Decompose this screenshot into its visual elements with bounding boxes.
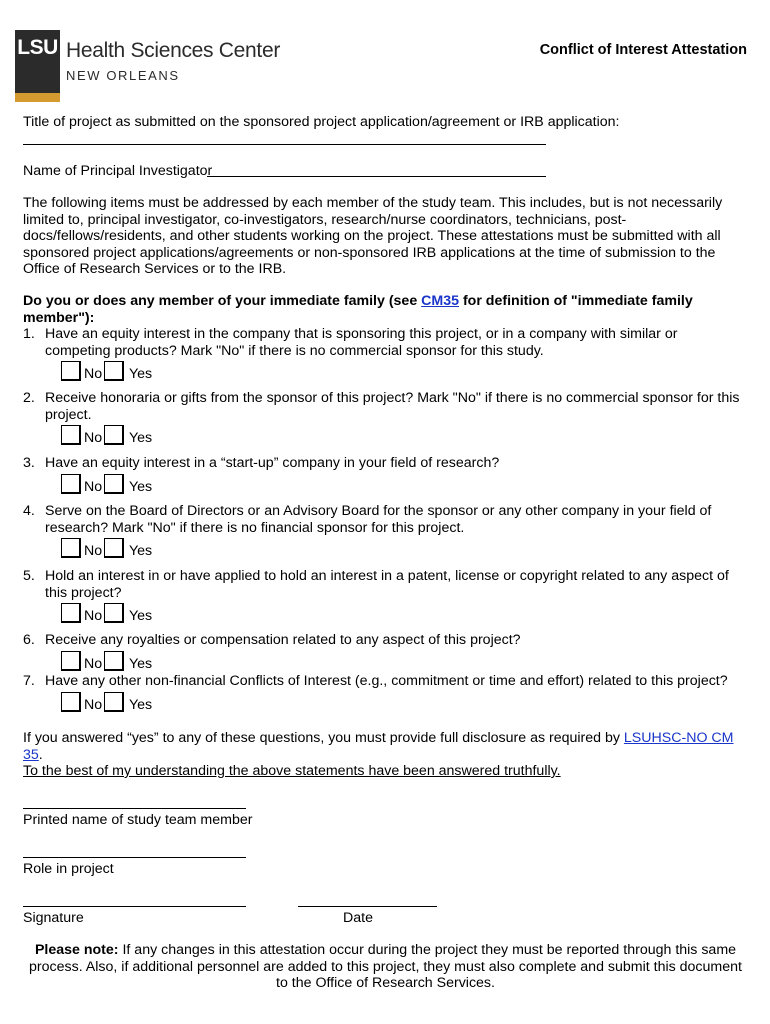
yes-checkbox[interactable] xyxy=(104,474,124,494)
role-field[interactable] xyxy=(23,857,246,858)
date-field[interactable] xyxy=(298,906,437,907)
no-label: No xyxy=(84,430,103,446)
intro-paragraph: The following items must be addressed by each member of the study team. This includes, but is not necessarily limited to, principal investigator, co-investigators, research/nurse coordinators, technicians, post-docs/fellows/residents, and other students working on the project. These attestations must be submitted with all sponsored project applications/agreements or non-sponsored IRB applications at the time of submission to the Office of Research Services or to the IRB. xyxy=(23,195,723,277)
cm35-policy-link[interactable]: LSUHSC-NO CM 35 xyxy=(23,730,734,763)
no-label: No xyxy=(84,543,103,559)
no-checkbox[interactable] xyxy=(61,538,81,558)
question-text: Hold an interest in or have applied to hold an interest in a patent, license or copyright related to any aspect of this project? xyxy=(45,568,729,601)
no-checkbox[interactable] xyxy=(61,474,81,494)
logo-accent-bar xyxy=(15,93,60,102)
disclosure-text xyxy=(23,730,748,763)
question-text: Receive honoraria or gifts from the sponsor of this project? Mark "No" if there is no commercial sponsor for this project. xyxy=(45,390,740,423)
question-header xyxy=(23,293,748,326)
pi-label-row xyxy=(23,163,748,180)
question-number: 3. xyxy=(23,455,35,471)
yes-checkbox[interactable] xyxy=(104,651,124,671)
date-label: Date xyxy=(343,910,373,926)
yes-label: Yes xyxy=(129,543,153,559)
yes-label: Yes xyxy=(129,366,153,382)
no-label: No xyxy=(84,608,103,624)
disclosure-text-end: . xyxy=(38,746,43,763)
yes-checkbox[interactable] xyxy=(104,361,124,381)
question-number: 7. xyxy=(23,673,35,689)
question-text: Have an equity interest in a “start-up” company in your field of research? xyxy=(45,455,500,471)
yes-checkbox[interactable] xyxy=(104,538,124,558)
logo-mark: LSU xyxy=(17,36,58,59)
question-header-text-end: for definition of "immediate family member"): xyxy=(23,293,693,326)
yes-label: Yes xyxy=(129,608,153,624)
project-title-field[interactable] xyxy=(23,144,546,145)
cm35-link[interactable]: CM35 xyxy=(421,293,460,309)
role-label: Role in project xyxy=(23,861,114,877)
attestation-statement: To the best of my understanding the above statements have been answered truthfully. xyxy=(23,763,561,779)
pi-name-field[interactable] xyxy=(207,176,546,177)
yes-checkbox[interactable] xyxy=(104,425,124,445)
question-header-text: Do you or does any member of your immediate family (see xyxy=(23,293,422,309)
pi-label: Name of Principal Investigator xyxy=(23,163,213,179)
no-label: No xyxy=(84,479,103,495)
disclosure-text-start: If you answered “yes” to any of these questions, you must provide full disclosure as required by xyxy=(23,730,624,746)
no-label: No xyxy=(84,366,103,382)
printed-name-label: Printed name of study team member xyxy=(23,812,253,828)
yes-checkbox[interactable] xyxy=(104,603,124,623)
project-title-label: Title of project as submitted on the sponsored project application/agreement or IRB application: xyxy=(23,114,620,130)
question-text: Have any other non-financial Conflicts of Interest (e.g., commitment or time and effort) related to this project? xyxy=(45,673,728,689)
note-text: If any changes in this attestation occur during the project they must be reported through this same process. Also, if additional personnel are added to this project, they must also complete and submit this document to the Office of Research Services. xyxy=(29,942,742,991)
yes-label: Yes xyxy=(129,656,153,672)
logo-name: Health Sciences Center xyxy=(66,39,281,62)
question-number: 6. xyxy=(23,632,35,648)
signature-field[interactable] xyxy=(23,906,246,907)
signature-label: Signature xyxy=(23,910,84,926)
no-checkbox[interactable] xyxy=(61,361,81,381)
note-label: Please note: xyxy=(34,942,119,958)
no-label: No xyxy=(84,656,103,672)
note-paragraph xyxy=(23,942,748,992)
yes-label: Yes xyxy=(129,697,153,713)
no-checkbox[interactable] xyxy=(61,603,81,623)
yes-label: Yes xyxy=(129,430,153,446)
no-checkbox[interactable] xyxy=(61,651,81,671)
no-checkbox[interactable] xyxy=(61,425,81,445)
yes-checkbox[interactable] xyxy=(104,692,124,712)
question-number: 4. xyxy=(23,503,35,519)
logo-city: NEW ORLEANS xyxy=(66,68,180,83)
question-text: Have an equity interest in the company that is sponsoring this project, or in a company with similar or competing products? Mark "No" if there is no commercial sponsor for this study. xyxy=(45,326,678,359)
question-number: 5. xyxy=(23,568,35,584)
no-label: No xyxy=(84,697,103,713)
question-text: Receive any royalties or compensation related to any aspect of this project? xyxy=(45,632,521,648)
form-title: Conflict of Interest Attestation xyxy=(539,42,747,58)
no-checkbox[interactable] xyxy=(61,692,81,712)
question-number: 1. xyxy=(23,326,35,342)
printed-name-field[interactable] xyxy=(23,808,246,809)
question-text: Serve on the Board of Directors or an Advisory Board for the sponsor or any other company in your field of research? Mark "No" if there is no financial sponsor for this project. xyxy=(45,503,712,536)
yes-label: Yes xyxy=(129,479,153,495)
question-number: 2. xyxy=(23,390,35,406)
